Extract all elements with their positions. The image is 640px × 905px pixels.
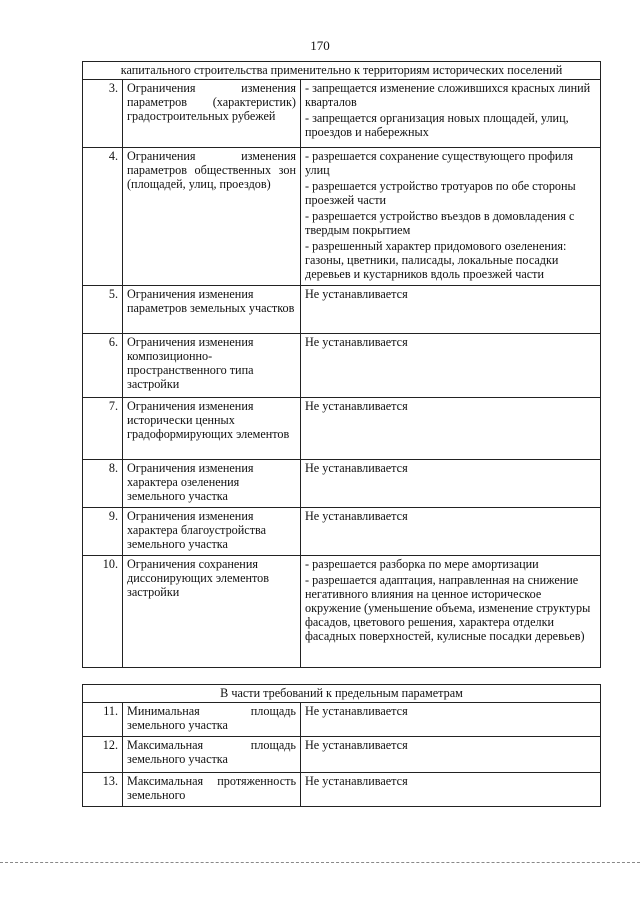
table-caption: капитального строительства применительно к территориям исторических поселений (83, 62, 601, 80)
regulation-item: Не устанавливается (305, 287, 408, 301)
regulation-item: - разрешается разборка по мере амортизации (305, 557, 539, 571)
table-row (83, 508, 601, 556)
row-parameter: Минимальная площадь земельного участка (123, 703, 301, 737)
row-regulation: Не устанавливается (301, 737, 601, 773)
row-regulation (301, 80, 601, 148)
regulation-item: - разрешается адаптация, направленная на снижение негативного влияния на ценное историческое окружение (уменьшение объема, изменение структуры фасадов, цветового решения, характера отделки фасадных поверхностей, кулисные посадки деревьев) (305, 573, 591, 643)
regulation-item: Не устанавливается (305, 461, 408, 475)
regulation-item: Не устанавливается (305, 509, 408, 523)
table-row (83, 286, 601, 334)
row-parameter: Ограничения изменения характера озеленения земельного участка (123, 460, 301, 508)
row-regulation (301, 460, 601, 508)
row-regulation (301, 556, 601, 668)
row-regulation (301, 508, 601, 556)
row-number: 13. (83, 773, 123, 807)
regulation-item: - разрешается устройство тротуаров по обе стороны проезжей части (305, 179, 576, 207)
row-parameter: Максимальная протяженность земельного (123, 773, 301, 807)
row-number: 8. (83, 460, 123, 508)
row-regulation (301, 334, 601, 398)
regulation-item: - запрещается организация новых площадей, улиц, проездов и набережных (305, 111, 569, 139)
row-number: 3. (83, 80, 123, 148)
row-parameter: Ограничения изменения исторически ценных градоформирующих элементов (123, 398, 301, 460)
row-number: 4. (83, 148, 123, 286)
regulation-item: Не устанавливается (305, 399, 408, 413)
row-number: 12. (83, 737, 123, 773)
regulation-item: Не устанавливается (305, 335, 408, 349)
table-row (83, 773, 601, 807)
row-number: 6. (83, 334, 123, 398)
row-parameter: Ограничения изменения параметров земельных участков (123, 286, 301, 334)
table-row (83, 398, 601, 460)
row-regulation: Не устанавливается (301, 773, 601, 807)
regulation-item: - разрешается устройство въездов в домовладения с твердым покрытием (305, 209, 575, 237)
row-regulation (301, 398, 601, 460)
regulation-item: - разрешенный характер придомового озеленения: газоны, цветники, палисады, локальные посадки деревьев и кустарников вдоль проезжей части (305, 239, 567, 281)
limit-parameters-table (82, 684, 601, 807)
row-parameter: Ограничения изменения композиционно-пространственного типа застройки (123, 334, 301, 398)
table-caption-row (83, 62, 601, 80)
regulations-table (82, 61, 601, 668)
table-row (83, 334, 601, 398)
row-parameter: Ограничения изменения параметров общественных зон (площадей, улиц, проездов) (123, 148, 301, 286)
table-row (83, 80, 601, 148)
regulation-item: - запрещается изменение сложившихся красных линий кварталов (305, 81, 591, 109)
page-bottom-divider (0, 862, 640, 863)
row-number: 9. (83, 508, 123, 556)
table-row (83, 556, 601, 668)
row-regulation (301, 286, 601, 334)
row-number: 10. (83, 556, 123, 668)
table-caption-row (83, 685, 601, 703)
page-number: 170 (310, 38, 330, 53)
row-parameter: Ограничения сохранения диссонирующих элементов застройки (123, 556, 301, 668)
row-number: 5. (83, 286, 123, 334)
table-row (83, 703, 601, 737)
row-regulation: Не устанавливается (301, 703, 601, 737)
table-row (83, 148, 601, 286)
row-parameter: Ограничения изменения параметров (характеристик) градостроительных рубежей (123, 80, 301, 148)
row-parameter: Максимальная площадь земельного участка (123, 737, 301, 773)
row-number: 11. (83, 703, 123, 737)
table-row (83, 737, 601, 773)
table-row (83, 460, 601, 508)
regulation-item: - разрешается сохранение существующего профиля улиц (305, 149, 574, 177)
table-caption: В части требований к предельным параметрам (83, 685, 601, 703)
row-regulation (301, 148, 601, 286)
row-parameter: Ограничения изменения характера благоустройства земельного участка (123, 508, 301, 556)
row-number: 7. (83, 398, 123, 460)
